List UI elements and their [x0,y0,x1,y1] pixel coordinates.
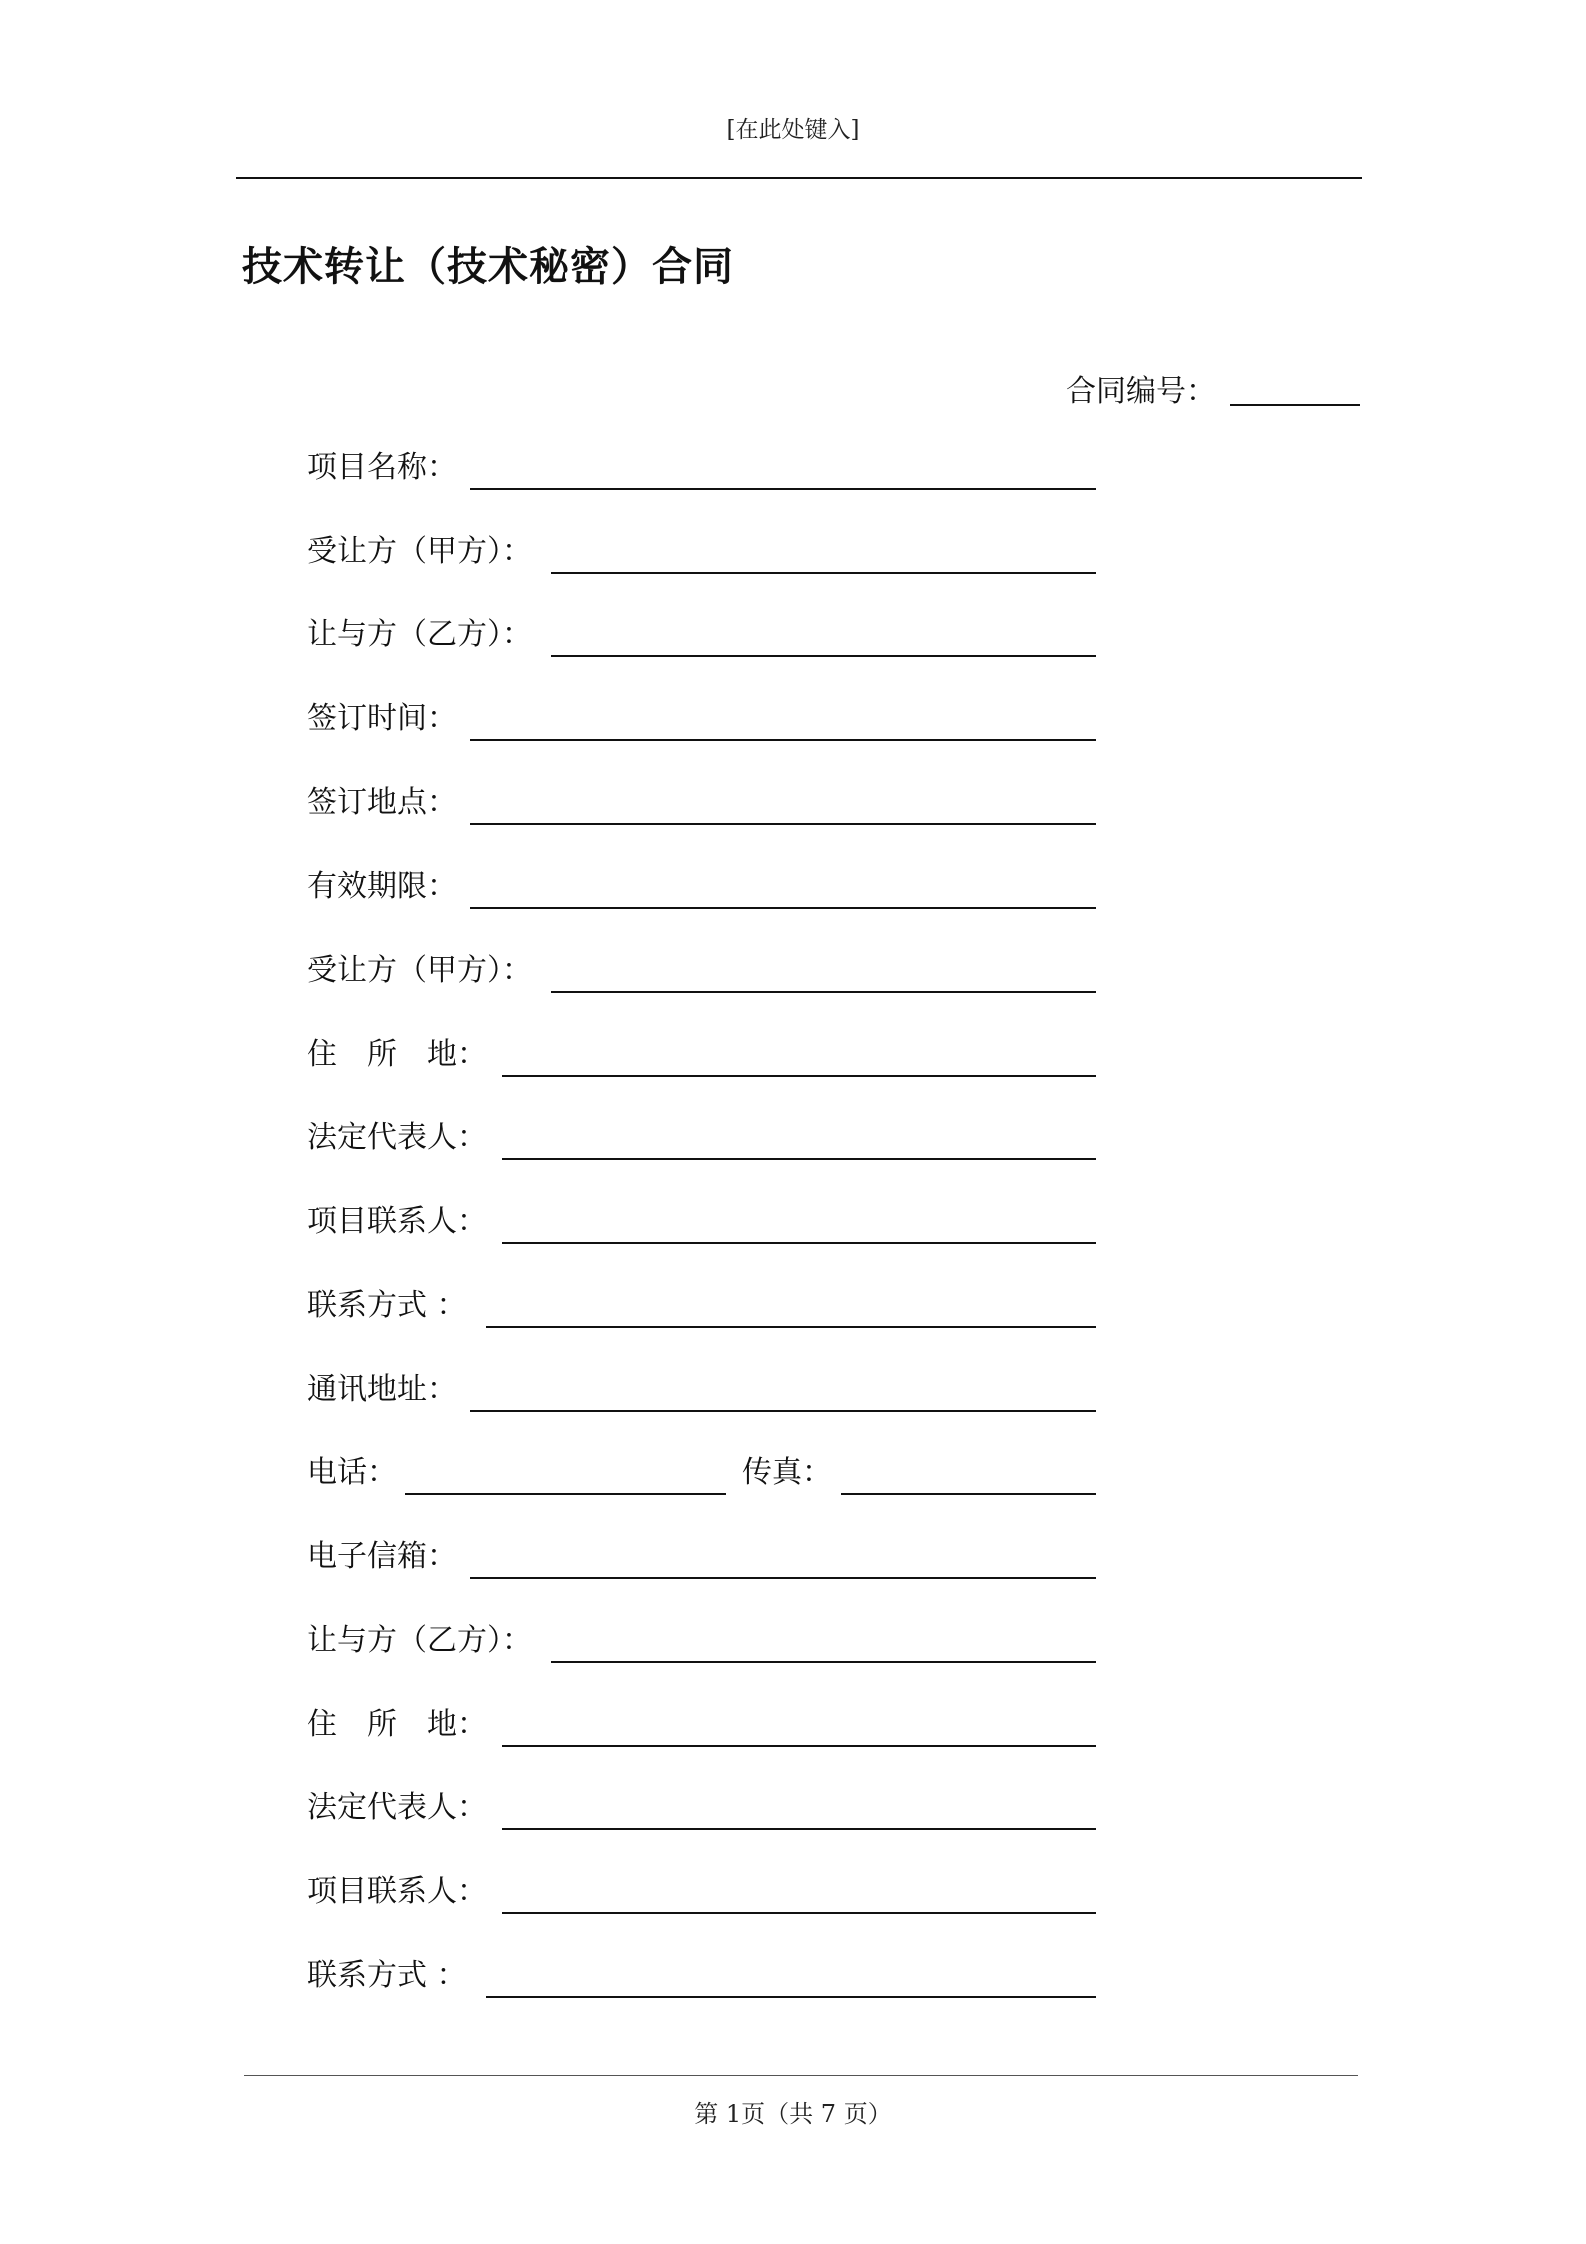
phone-label: 电话： [307,1455,397,1490]
form-row-transferor-address [307,1705,1097,1755]
transferor-contact-method-field[interactable] [486,1996,1096,1998]
transferee-contact-method-field[interactable] [486,1326,1096,1328]
form-row-transferor-legal-rep [307,1788,1097,1838]
field-label: 受让方（甲方）： [307,953,532,988]
page-header[interactable]: [在此处键入] [726,117,860,143]
form-row-transferee-contact-method [307,1286,1097,1336]
document-title: 技术转让（技术秘密）合同 [242,244,734,290]
transferor-field[interactable] [551,655,1096,657]
project-name-field[interactable] [470,488,1096,490]
contract-number-label: 合同编号： [1066,374,1216,409]
field-label: 联系方式 ： [307,1958,467,1993]
field-label: 项目联系人： [307,1874,487,1909]
field-label: 让与方（乙方）： [307,617,532,652]
form-row-transferor-contact [307,1872,1097,1922]
field-label: 签订时间： [307,701,457,736]
field-label: 法定代表人： [307,1120,487,1155]
form-row-transferee [307,532,1097,582]
transferor-legal-rep-field[interactable] [502,1828,1096,1830]
header-rule [236,177,1362,179]
transferee-field[interactable] [551,572,1096,574]
form-row-validity-period [307,867,1097,917]
form-row-transferor [307,615,1097,665]
field-label: 通讯地址： [307,1372,457,1407]
fax-field[interactable] [841,1493,1096,1495]
field-label: 联系方式 ： [307,1288,467,1323]
page-number: 第 1页（共 7 页） [694,2100,892,2128]
contract-number-field[interactable] [1230,404,1360,406]
field-label: 法定代表人： [307,1790,487,1825]
form-row-signing-date [307,699,1097,749]
validity-period-field[interactable] [470,907,1096,909]
form-row-transferor-contact-method [307,1956,1097,2006]
email-field[interactable] [470,1577,1096,1579]
form-row-mailing-address [307,1370,1097,1420]
signing-date-field[interactable] [470,739,1096,741]
transferor-address-field[interactable] [502,1745,1096,1747]
field-label: 住 所 地： [307,1707,487,1742]
phone-field[interactable] [405,1493,726,1495]
field-label: 有效期限： [307,869,457,904]
transferor-contact-field[interactable] [502,1912,1096,1914]
form-row-transferee-legal-rep [307,1118,1097,1168]
form-row-signing-place [307,783,1097,833]
signing-place-field[interactable] [470,823,1096,825]
form-row-transferee-contact [307,1202,1097,1252]
field-label: 签订地点： [307,785,457,820]
transferee-contact-field[interactable] [502,1242,1096,1244]
transferee-party-field[interactable] [551,991,1096,993]
form-row-transferee-address [307,1035,1097,1085]
form-row-transferor-party [307,1621,1097,1671]
form-row-phone-fax [307,1453,1097,1503]
field-label: 让与方（乙方）： [307,1623,532,1658]
transferee-legal-rep-field[interactable] [502,1158,1096,1160]
field-label: 项目联系人： [307,1204,487,1239]
form-row-email [307,1537,1097,1587]
field-label: 住 所 地： [307,1037,487,1072]
mailing-address-field[interactable] [470,1410,1096,1412]
field-label: 受让方（甲方）： [307,534,532,569]
transferee-address-field[interactable] [502,1075,1096,1077]
form-row-project-name [307,448,1097,498]
field-label: 项目名称： [307,450,457,485]
form-row-transferee-party [307,951,1097,1001]
field-label: 电子信箱： [307,1539,457,1574]
footer-rule [244,2075,1358,2076]
transferor-party-field[interactable] [551,1661,1096,1663]
fax-label: 传真： [742,1455,832,1490]
